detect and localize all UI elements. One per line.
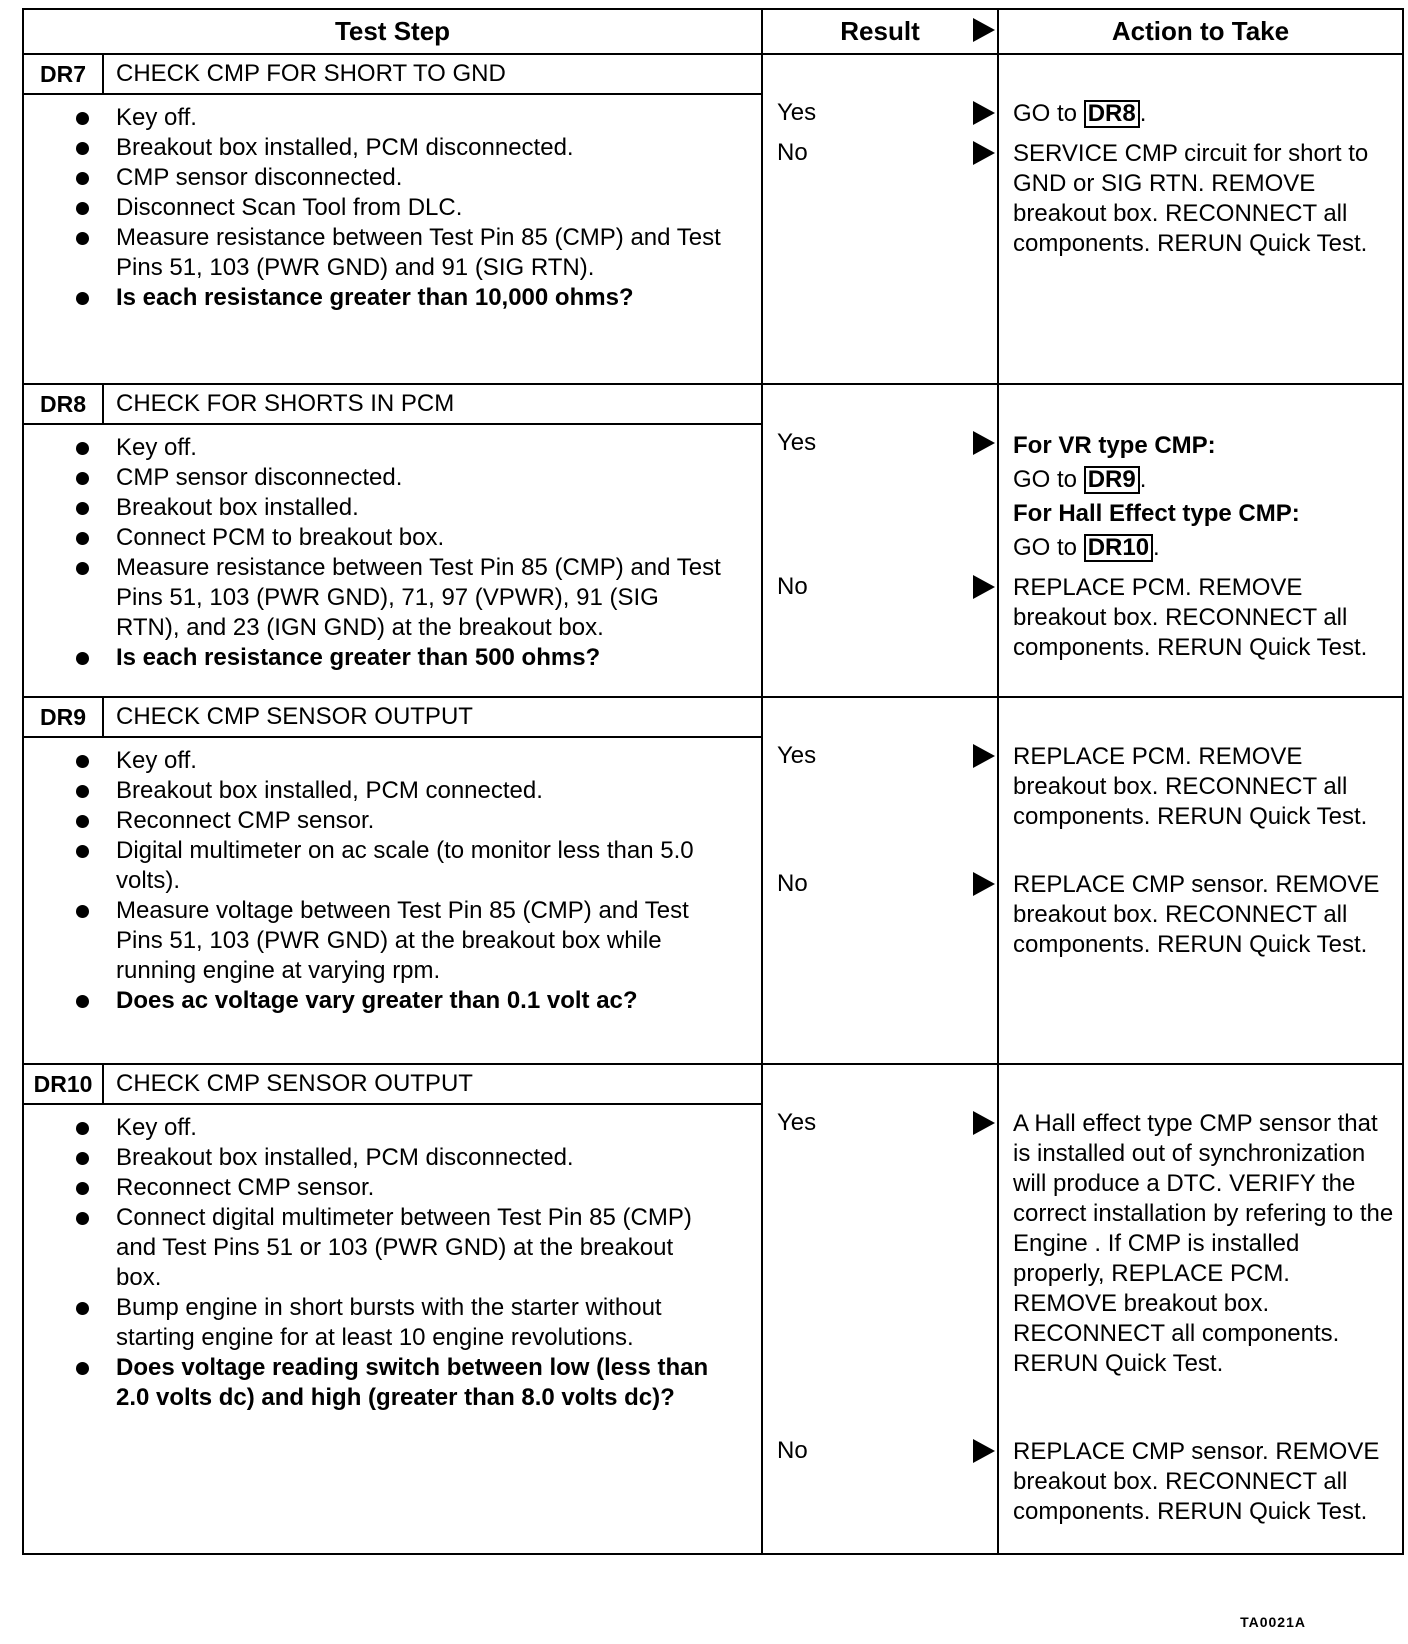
- step-header: [24, 1065, 761, 1105]
- action-cell: [998, 697, 1403, 1064]
- arrow-right-icon: [973, 431, 995, 455]
- vr-goto: [1013, 463, 1394, 497]
- result-yes-label: Yes: [777, 1109, 817, 1136]
- instruction-item: Reconnect CMP sensor.: [116, 806, 721, 836]
- instruction-item: Reconnect CMP sensor.: [116, 1173, 721, 1203]
- action-yes: [1013, 99, 1394, 129]
- action-cell: [998, 384, 1403, 697]
- goto-suffix: .: [1139, 100, 1147, 127]
- result-yes: [777, 429, 995, 459]
- step-row-dr7: [23, 54, 1403, 384]
- step-row-dr8: [23, 384, 1403, 697]
- header-result-label: Result: [840, 16, 920, 46]
- instruction-item: Digital multimeter on ac scale (to monitor less than 5.0 volts).: [116, 836, 721, 896]
- step-cell: [23, 384, 762, 697]
- step-id: DR7: [24, 55, 104, 93]
- arrow-right-icon: [973, 141, 995, 165]
- step-instructions: [24, 738, 761, 1022]
- instruction-item: CMP sensor disconnected.: [116, 163, 721, 193]
- result-no: [777, 1437, 995, 1467]
- table-header-row: [23, 9, 1403, 54]
- step-title: CHECK CMP SENSOR OUTPUT: [116, 1070, 473, 1097]
- action-no: REPLACE CMP sensor. REMOVE breakout box. RECONNECT all components. RERUN Quick Test.: [1013, 1438, 1380, 1525]
- result-cell: [762, 697, 998, 1064]
- result-yes: [777, 99, 995, 129]
- step-header: [24, 55, 761, 95]
- hall-type-label: For Hall Effect type CMP:: [1013, 500, 1300, 527]
- instruction-item: CMP sensor disconnected.: [116, 463, 721, 493]
- step-header: [24, 385, 761, 425]
- instruction-item: Breakout box installed.: [116, 493, 721, 523]
- figure-id: TA0021A: [1240, 1614, 1306, 1630]
- instruction-item: Disconnect Scan Tool from DLC.: [116, 193, 721, 223]
- result-no-label: No: [777, 573, 808, 600]
- action-no: REPLACE PCM. REMOVE breakout box. RECONNECT all components. RERUN Quick Test.: [1013, 574, 1368, 661]
- result-no-label: No: [777, 1437, 808, 1464]
- hall-goto: [1013, 531, 1394, 565]
- header-action: Action to Take: [998, 9, 1403, 54]
- instruction-item: Key off.: [116, 746, 721, 776]
- instruction-item: Measure resistance between Test Pin 85 (CMP) and Test Pins 51, 103 (PWR GND), 71, 97 (VPWR), 91 (SIG RTN), and 23 (IGN GND) at the breakout box.: [116, 554, 721, 641]
- action-cell: [998, 54, 1403, 384]
- step-title: CHECK CMP FOR SHORT TO GND: [116, 60, 506, 87]
- step-row-dr9: [23, 697, 1403, 1064]
- arrow-right-icon: [973, 101, 995, 125]
- step-header: [24, 698, 761, 738]
- pinpoint-test-table: [22, 8, 1404, 1555]
- instruction-item: Measure voltage between Test Pin 85 (CMP) and Test Pins 51, 103 (PWR GND) at the breakout box while running engine at varying rpm.: [116, 896, 721, 986]
- instruction-item: Connect PCM to breakout box.: [116, 523, 721, 553]
- arrow-right-icon: [973, 744, 995, 768]
- action-no: REPLACE CMP sensor. REMOVE breakout box. RECONNECT all components. RERUN Quick Test.: [1013, 871, 1380, 958]
- result-no: [777, 573, 995, 603]
- instruction-item: Measure resistance between Test Pin 85 (CMP) and Test Pins 51, 103 (PWR GND) and 91 (SIG RTN).: [116, 224, 721, 281]
- step-id: DR8: [24, 385, 104, 423]
- instruction-item: Breakout box installed, PCM disconnected.: [116, 133, 721, 163]
- result-no: [777, 870, 995, 900]
- step-instructions: [24, 425, 761, 679]
- header-result: [762, 9, 998, 54]
- action-cell: [998, 1064, 1403, 1554]
- step-row-dr10: [23, 1064, 1403, 1554]
- action-no: SERVICE CMP circuit for short to GND or SIG RTN. REMOVE breakout box. RECONNECT all components. RERUN Quick Test.: [1013, 140, 1369, 257]
- result-cell: [762, 54, 998, 384]
- arrow-right-icon: [973, 575, 995, 599]
- action-yes: [1013, 429, 1394, 565]
- result-yes-label: Yes: [777, 99, 817, 126]
- step-question: Is each resistance greater than 500 ohms?: [116, 643, 721, 673]
- instruction-item: Breakout box installed, PCM connected.: [116, 776, 721, 806]
- instruction-item: Connect digital multimeter between Test Pin 85 (CMP) and Test Pins 51 or 103 (PWR GND) at the breakout box.: [116, 1203, 721, 1293]
- arrow-right-icon: [973, 1111, 995, 1135]
- result-yes-label: Yes: [777, 429, 817, 456]
- result-yes-label: Yes: [777, 742, 817, 769]
- vr-type-label: For VR type CMP:: [1013, 432, 1216, 459]
- step-id: DR9: [24, 698, 104, 736]
- action-yes: A Hall effect type CMP sensor that is installed out of synchronization will produce a DTC. VERIFY the correct installation by refering to the Engine . If CMP is installed properly, REPLACE PCM. REMOVE breakout box. RECONNECT all components. RERUN Quick Test.: [1013, 1110, 1394, 1377]
- step-question: Does voltage reading switch between low (less than 2.0 volts dc) and high (greater than 8.0 volts dc)?: [116, 1353, 721, 1413]
- instruction-item: Key off.: [116, 103, 721, 133]
- result-no-label: No: [777, 870, 808, 897]
- goto-suffix: .: [1153, 534, 1160, 561]
- arrow-right-icon: [973, 872, 995, 896]
- result-yes: [777, 1109, 995, 1139]
- step-question: Is each resistance greater than 10,000 ohms?: [116, 283, 721, 313]
- arrow-right-icon: [973, 1439, 995, 1463]
- goto-prefix: GO to: [1013, 100, 1084, 127]
- goto-prefix: GO to: [1013, 534, 1084, 561]
- result-cell: [762, 1064, 998, 1554]
- result-no-label: No: [777, 139, 808, 166]
- step-cell: [23, 54, 762, 384]
- goto-dr9-link[interactable]: DR9: [1084, 466, 1140, 494]
- step-title: CHECK FOR SHORTS IN PCM: [116, 390, 455, 417]
- goto-dr10-link[interactable]: DR10: [1084, 534, 1153, 562]
- instruction-item: Key off.: [116, 433, 721, 463]
- result-yes: [777, 742, 995, 772]
- step-cell: [23, 1064, 762, 1554]
- instruction-item: Bump engine in short bursts with the starter without starting engine for at least 10 engine revolutions.: [116, 1293, 721, 1353]
- result-no: [777, 139, 995, 169]
- step-cell: [23, 697, 762, 1064]
- result-cell: [762, 384, 998, 697]
- step-instructions: [24, 1105, 761, 1419]
- action-yes: REPLACE PCM. REMOVE breakout box. RECONNECT all components. RERUN Quick Test.: [1013, 743, 1368, 830]
- goto-dr8-link[interactable]: DR8: [1084, 100, 1140, 128]
- goto-suffix: .: [1139, 466, 1147, 493]
- instruction-item: Breakout box installed, PCM disconnected.: [116, 1143, 721, 1173]
- instruction-item: Key off.: [116, 1113, 721, 1143]
- step-instructions: [24, 95, 761, 319]
- arrow-right-icon: [973, 18, 995, 42]
- step-question: Does ac voltage vary greater than 0.1 volt ac?: [116, 986, 721, 1016]
- step-title: CHECK CMP SENSOR OUTPUT: [116, 703, 473, 730]
- header-test-step: Test Step: [23, 9, 762, 54]
- step-id: DR10: [24, 1065, 104, 1103]
- goto-prefix: GO to: [1013, 466, 1084, 493]
